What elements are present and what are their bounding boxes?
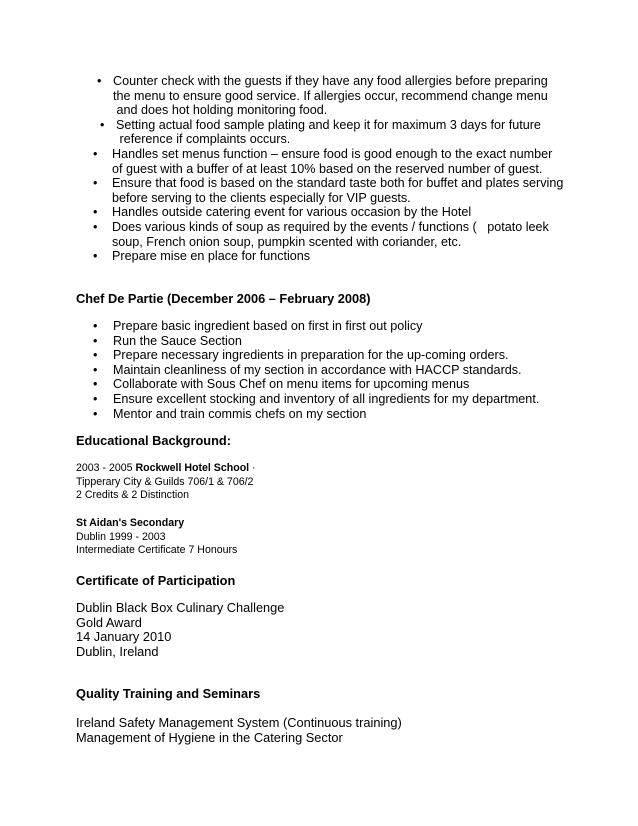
list-item (0, 176, 620, 205)
list-item-line: soup, French onion soup, pumpkin scented with coriander, etc. (112, 234, 462, 249)
school-2-detail: Dublin 1999 - 2003 (76, 530, 166, 543)
school-2-name-text: St Aidan's Secondary (76, 517, 185, 529)
bullet: • (93, 219, 98, 234)
list-item-text: Ensure excellent stocking and inventory of all ingredients for my department. (113, 391, 540, 406)
list-item (0, 377, 620, 392)
list-item (0, 334, 620, 349)
list-item-line: Does various kinds of soup as required by the events / functions ( potato leek (112, 219, 549, 234)
list-item-line: the menu to ensure good service. If allergies occur, recommend change menu (113, 88, 548, 103)
list-item-line: Prepare mise en place for functions (112, 249, 311, 264)
list-item-line: Handles outside catering event for various occasion by the Hotel (112, 205, 472, 220)
certificate-event: Dublin Black Box Culinary Challenge (76, 600, 285, 615)
school-1-title (76, 462, 256, 476)
list-item-line: of guest with a buffer of at least 10% based on the reserved number of guest. (112, 161, 543, 176)
list-item (0, 147, 620, 176)
list-item (0, 74, 620, 118)
bullet: • (93, 319, 98, 333)
list-item-line: and does hot holding monitoring food. (113, 103, 328, 118)
school-1-years: 2003 - 2005 (76, 462, 136, 474)
certificate-date: 14 January 2010 (76, 629, 172, 644)
school-1-result: 2 Credits & 2 Distinction (76, 489, 190, 501)
list-item (0, 319, 620, 334)
list-item-line: before serving to the clients especially for VIP guests. (112, 190, 411, 205)
education-school-2 (76, 517, 237, 558)
list-item-line: Setting actual food sample plating and keep it for maximum 3 days for future (116, 117, 541, 132)
bullet: • (97, 74, 102, 88)
bullet: • (93, 362, 98, 377)
list-item-line: Counter check with the guests if they have any food allergies before preparing (113, 74, 548, 88)
list-item-line: Handles set menus function – ensure food is good enough to the exact number (112, 146, 553, 161)
school-1-suffix: · (249, 462, 256, 474)
bullet: • (93, 249, 98, 264)
list-item (0, 392, 620, 407)
experience-duties-list (0, 74, 620, 264)
training-item: Ireland Safety Management System (Continuous training) (76, 715, 402, 730)
training-heading: Quality Training and Seminars (76, 686, 261, 701)
bullet: • (93, 377, 98, 392)
bullet: • (93, 348, 98, 363)
bullet: • (93, 406, 98, 421)
chef-de-partie-heading: Chef De Partie (December 2006 – February 2008) (76, 291, 371, 306)
list-item (0, 348, 620, 363)
list-item (0, 363, 620, 378)
list-item-line: reference if complaints occurs. (116, 132, 291, 147)
training-item: Management of Hygiene in the Catering Sector (76, 729, 343, 745)
school-2-result: Intermediate Certificate 7 Honours (76, 544, 238, 556)
list-item-line: Ensure that food is based on the standard taste both for buffet and plates serving (112, 176, 564, 191)
bullet: • (100, 117, 105, 132)
school-1-name: Rockwell Hotel School (135, 462, 250, 474)
list-item-text: Prepare basic ingredient based on first in first out policy (113, 319, 423, 333)
list-item-text: Mentor and train commis chefs on my section (113, 406, 367, 421)
list-item (0, 118, 620, 147)
bullet: • (93, 176, 98, 191)
list-item-text: Collaborate with Sous Chef on menu items for upcoming menus (113, 377, 470, 392)
list-item (0, 220, 620, 249)
bullet: • (93, 391, 98, 406)
school-2-name (76, 517, 237, 531)
school-1-detail: Tipperary City & Guilds 706/1 & 706/2 (76, 475, 254, 488)
certificate-details (76, 601, 284, 659)
certificate-award: Gold Award (76, 614, 142, 630)
bullet: • (93, 146, 98, 161)
certificate-heading: Certificate of Participation (76, 573, 236, 588)
list-item-text: Prepare necessary ingredients in preparation for the up-coming orders. (113, 348, 509, 363)
bullet: • (93, 333, 98, 348)
chef-de-partie-duties-list (0, 319, 620, 421)
training-details (76, 716, 402, 745)
education-school-1 (76, 462, 256, 503)
list-item (0, 407, 620, 422)
list-item (0, 205, 620, 220)
list-item-text: Run the Sauce Section (113, 333, 242, 348)
bullet: • (93, 205, 98, 220)
education-heading: Educational Background: (76, 433, 231, 448)
list-item (0, 249, 620, 264)
certificate-location: Dublin, Ireland (76, 643, 159, 659)
list-item-text: Maintain cleanliness of my section in accordance with HACCP standards. (113, 362, 522, 377)
